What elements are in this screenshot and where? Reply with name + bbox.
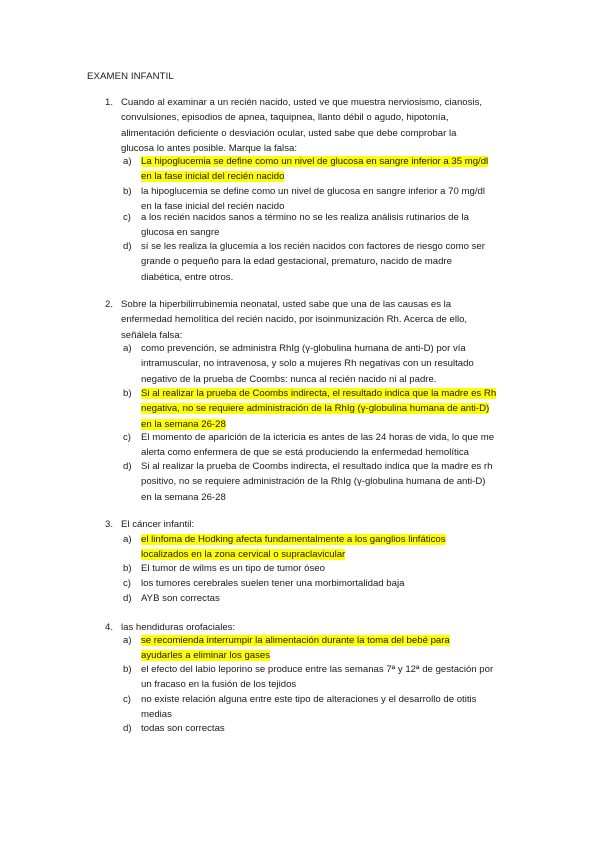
highlighted-text: se recomienda interrumpir la alimentación durante la toma del bebé para [141, 635, 450, 646]
option-text [141, 459, 521, 505]
option-line: Si al realizar la prueba de Coombs indirecta, el resultado indica que la madre es rh [141, 461, 493, 472]
option-letter: d) [123, 461, 132, 472]
question-number: 4. [105, 622, 114, 633]
question-line: Cuando al examinar a un recién nacido, usted ve que muestra nerviosismo, cianosis, [121, 97, 483, 108]
highlighted-text: en la semana 26-28 [141, 418, 226, 430]
option-letter: a) [123, 343, 132, 354]
option-letter: a) [123, 635, 132, 646]
option-line: negativo de la prueba de Coombs: nunca al recién nacido ni al padre. [141, 373, 437, 385]
highlighted-text: localizados en la zona cervical o supraclavicular [141, 549, 346, 561]
question-number: 2. [105, 299, 114, 310]
option-line: grande o pequeño para la edad gestacional, prematuro, nacido de madre [141, 256, 452, 268]
option-letter: c) [123, 212, 131, 223]
question-text [121, 517, 521, 532]
question-line: Sobre la hiperbilirrubinemia neonatal, usted sabe que una de las causas es la [121, 299, 452, 310]
question-line: alimentación deficiente o desviación ocular, usted sabe que debe comprobar la [121, 127, 457, 139]
question-text [121, 297, 521, 343]
question-number: 3. [105, 519, 114, 530]
highlighted-text: el linfoma de Hodking afecta fundamentalmente a los ganglios linfáticos [141, 534, 446, 545]
option-letter: c) [123, 432, 131, 443]
question-line: enfermedad hemolítica del recién nacido, por isoinmunización Rh. Acerca de ello, [121, 314, 468, 326]
option-text [141, 633, 521, 664]
question-line: las hendiduras orofaciales: [121, 622, 236, 633]
highlighted-text: negativa, no se requiere administración de la RhIg (γ-globulina humana de anti-D) [141, 403, 490, 415]
option-text [141, 341, 521, 387]
question-line: convulsiones, episodios de apnea, taquipnea, llanto débil o agudo, hipotonía, [121, 112, 449, 124]
option-letter: a) [123, 534, 132, 545]
option-line: no existe relación alguna entre este tipo de alteraciones y el desarrollo de otitis [141, 694, 477, 705]
option-line: alerta como enfermera de que se está produciendo la enfermedad hemolítica [141, 447, 469, 459]
option-line: todas son correctas [141, 723, 225, 734]
option-letter: d) [123, 593, 132, 604]
option-text [141, 532, 521, 563]
option-line: sí se les realiza la glucemia a los recién nacidos con factores de riesgo como ser [141, 241, 485, 252]
question-line: El cáncer infantil: [121, 519, 195, 530]
option-line: a los recién nacidos sanos a término no se les realiza análisis rutinarios de la [141, 212, 469, 223]
option-line: los tumores cerebrales suelen tener una morbimortalidad baja [141, 578, 405, 589]
highlighted-text: ayudarles a eliminar los gases [141, 650, 271, 662]
option-line: en la fase inicial del recién nacido [141, 201, 285, 213]
option-line: AYB son correctas [141, 593, 220, 604]
option-letter: b) [123, 664, 132, 675]
option-line: positivo, no se requiere administración de la RhIg (γ-globulina humana de anti-D) [141, 476, 486, 488]
option-line: diabética, entre otros. [141, 271, 234, 283]
option-line: en la semana 26-28 [141, 491, 226, 503]
option-line: medias [141, 709, 172, 721]
option-text [141, 430, 521, 461]
option-line: la hipoglucemia se define como un nivel de glucosa en sangre inferior a 70 mg/dl [141, 186, 485, 197]
option-letter: d) [123, 723, 132, 734]
question-line: glucosa lo antes posible. Marque la falsa: [121, 143, 297, 155]
highlighted-text: La hipoglucemia se define como un nivel de glucosa en sangre inferior a 35 mg/dl [141, 156, 489, 167]
option-line: un fracaso en la fusión de los tejidos [141, 679, 297, 691]
option-letter: c) [123, 694, 131, 705]
option-letter: b) [123, 186, 132, 197]
option-letter: c) [123, 578, 131, 589]
option-line: El momento de aparición de la ictericia es antes de las 24 horas de vida, lo que me [141, 432, 495, 443]
option-line: como prevención, se administra RhIg (γ-globulina humana de anti-D) por vía [141, 343, 466, 354]
option-text [141, 154, 521, 185]
option-text [141, 576, 521, 591]
option-line: intramuscular, no intravenosa, y solo a mujeres Rh negativas con un resultado [141, 358, 474, 370]
option-letter: a) [123, 156, 132, 167]
option-letter: d) [123, 241, 132, 252]
option-text [141, 239, 521, 285]
question-text [121, 95, 521, 157]
highlighted-text: Si al realizar la prueba de Coombs indirecta, el resultado indica que la madre es Rh [141, 388, 497, 399]
option-text [141, 561, 521, 576]
option-line: glucosa en sangre [141, 227, 220, 239]
option-text [141, 692, 521, 723]
option-text [141, 386, 521, 432]
option-line: el efecto del labio leporino se produce entre las semanas 7ª y 12ª de gestación por [141, 664, 494, 675]
option-text [141, 662, 521, 693]
option-text [141, 591, 521, 606]
option-text [141, 721, 521, 736]
option-text [141, 210, 521, 241]
highlighted-text: en la fase inicial del recién nacido [141, 171, 285, 183]
question-line: señálela falsa: [121, 329, 183, 341]
option-line: El tumor de wilms es un tipo de tumor óseo [141, 563, 325, 574]
page-title: EXAMEN INFANTIL [87, 71, 174, 82]
option-letter: b) [123, 563, 132, 574]
question-number: 1. [105, 97, 114, 108]
option-letter: b) [123, 388, 132, 399]
